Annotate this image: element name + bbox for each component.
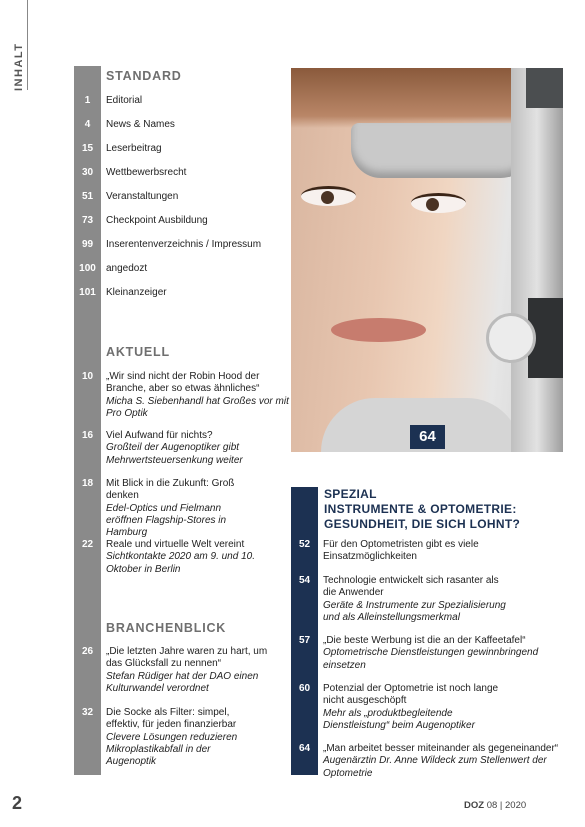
entry-title (106, 539, 266, 576)
entry-headline: Viel Aufwand für nichts? (106, 430, 213, 441)
inhalt-label-text: INHALT (13, 42, 25, 91)
entry-headline: Technologie entwickelt sich rasanter als die Anwender (323, 575, 499, 599)
entry-subline: Clevere Lösungen reduzieren Mikroplastikabfall in der Augenoptik (106, 731, 238, 768)
photo-iris (321, 191, 334, 204)
photo-lips (331, 318, 426, 342)
page-number: 30 (81, 167, 94, 178)
entry-title: Editorial (106, 95, 143, 106)
spezial-heading-line: GESUNDHEIT, DIE SICH LOHNT? (324, 517, 521, 531)
page-number: 73 (81, 215, 94, 226)
entry-headline: „Man arbeitet besser miteinander als gegeneinander“ (323, 743, 559, 754)
photo-instrument (351, 123, 531, 178)
entry-subline: Geräte & Instrumente zur Spezialisierung und als Alleinstellungsmerkmal (323, 599, 506, 623)
photo-knob (486, 313, 536, 363)
page-number: 99 (81, 239, 94, 250)
photo-page-badge[interactable]: 64 (410, 425, 445, 449)
page-number: 100 (79, 263, 96, 274)
page-number: 18 (81, 478, 94, 489)
photo-device (511, 68, 563, 452)
entry-title (106, 430, 291, 467)
photo-right-eye (411, 193, 466, 213)
standard-heading: STANDARD (106, 69, 182, 83)
entry-subline: Sichtkontakte 2020 am 9. und 10. Oktober in Berlin (106, 551, 255, 575)
page-number: 22 (81, 539, 94, 550)
entry-headline: Potenzial der Optometrie ist noch lange nicht ausgeschöpft (323, 683, 499, 707)
entry-title (323, 683, 518, 732)
entry-title: Veranstaltungen (106, 191, 179, 202)
entry-title: Inserentenverzeichnis / Impressum (106, 239, 262, 250)
entry-subline: Micha S. Siebenhandl hat Großes vor mit Pro Optik (106, 395, 289, 419)
page-number: 57 (298, 635, 311, 646)
spezial-heading-line: SPEZIAL (324, 487, 377, 501)
entry-title: angedozt (106, 263, 148, 274)
entry-subline: Großteil der Augenoptiker gibt Mehrwertsteuersenkung weiter (106, 442, 243, 466)
spezial-heading (324, 487, 564, 532)
entry-headline: Die Socke als Filter: simpel, effektiv, für jeden finanzierbar (106, 707, 237, 731)
entry-subline: Mehr als „produktbegleitende Dienstleistung“ beim Augenoptiker (323, 707, 475, 731)
entry-title (106, 371, 291, 420)
page-number: 54 (298, 575, 311, 586)
spezial-heading-line: INSTRUMENTE & OPTOMETRIE: (324, 502, 517, 516)
entry-title (323, 635, 558, 672)
page-number: 10 (81, 371, 94, 382)
entry-title: Leserbeitrag (106, 143, 162, 154)
issue-number: 08 | 2020 (486, 800, 527, 811)
folio-issue (464, 800, 526, 811)
magazine-name: DOZ (464, 800, 485, 811)
entry-headline: „Die beste Werbung ist die an der Kaffeetafel“ (323, 635, 526, 646)
page-number: 60 (298, 683, 311, 694)
entry-title: Wettbewerbsrecht (106, 167, 187, 178)
entry-headline: Mit Blick in die Zukunft: Groß denken (106, 478, 235, 502)
section-label (13, 42, 33, 91)
page-number: 16 (81, 430, 94, 441)
entry-subline: Stefan Rüdiger hat der DAO einen Kulturwandel verordnet (106, 670, 259, 694)
photo-left-eye (301, 186, 356, 206)
page-number: 4 (84, 119, 91, 130)
entry-title (106, 707, 261, 768)
page-number: 64 (298, 743, 311, 754)
entry-title (106, 478, 256, 539)
entry-subline: Optometrische Dienstleistungen gewinnbringend einsetzen (323, 647, 539, 671)
entry-headline: „Die letzten Jahre waren zu hart, um das Glücksfall zu nennen“ (106, 646, 268, 670)
entry-title (323, 743, 563, 780)
photo-iris (426, 198, 439, 211)
branchenblick-heading: BRANCHENBLICK (106, 621, 227, 635)
eye-exam-photo (291, 68, 563, 452)
page-number: 101 (79, 287, 96, 298)
entry-subline: Augenärztin Dr. Anne Wildeck zum Stellenwert der Optometrie (323, 755, 547, 779)
entry-headline: „Wir sind nicht der Robin Hood der Branche, aber so etwas ähnliches“ (106, 371, 260, 395)
entry-title (323, 539, 513, 564)
spezial-page-column (291, 487, 318, 775)
entry-subline: Edel-Optics und Fielmann eröffnen Flagship-Stores in Hamburg (106, 502, 227, 539)
entry-headline: Reale und virtuelle Welt vereint (106, 539, 245, 550)
photo-device-top (526, 68, 563, 108)
entry-title: Checkpoint Ausbildung (106, 215, 208, 226)
page-number: 15 (81, 143, 94, 154)
entry-title (106, 646, 281, 695)
folio-page-number: 2 (12, 793, 23, 813)
page-number: 51 (81, 191, 94, 202)
aktuell-heading: AKTUELL (106, 345, 170, 359)
entry-title: Kleinanzeiger (106, 287, 167, 298)
entry-headline: Für den Optometristen gibt es viele Einsatzmöglichkeiten (323, 539, 479, 563)
entry-title: News & Names (106, 119, 175, 130)
page-number: 52 (298, 539, 311, 550)
page-number: 32 (81, 707, 94, 718)
entry-title (323, 575, 508, 624)
page-number: 26 (81, 646, 94, 657)
page-number: 1 (84, 95, 91, 106)
